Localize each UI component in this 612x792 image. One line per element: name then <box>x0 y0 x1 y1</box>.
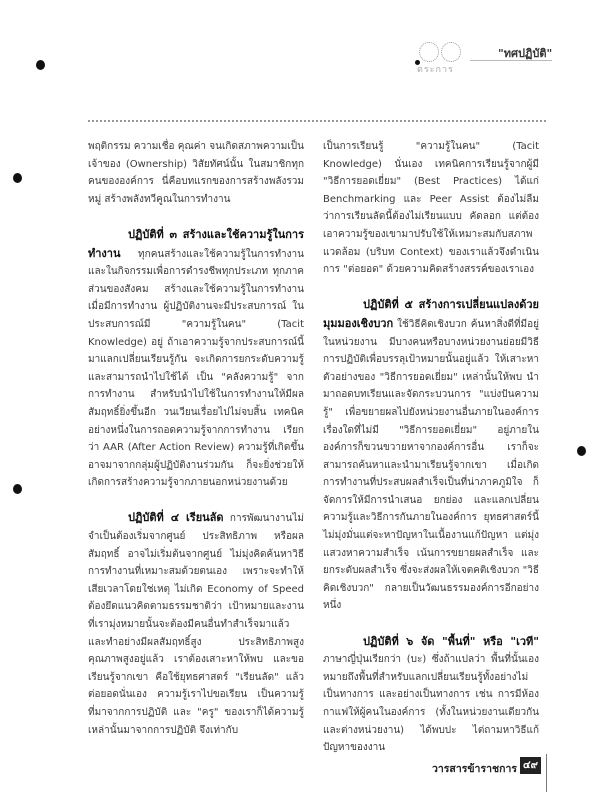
right-column <box>323 138 539 774</box>
registration-mark <box>36 60 45 70</box>
paragraph: พฤติกรรม ความเชื่อ คุณค่า จนเกิดสภาพความเป็นเจ้าของ (Ownership) วิสัยทัศน์นั้น ในสมาชิกทุกคนขององค์การ นี่คือบทแรกของการสร้างพลังรวมหมู่ สร้างพลังทวีคูณในการทำงาน <box>88 141 304 205</box>
registration-mark <box>577 446 586 456</box>
paragraph: ปฏิบัติที่ ๖ จัด "พื้นที่" หรือ "เวที" ภาษาญี่ปุ่นเรียกว่า (บะ) ซึ่งถ้าแปลว่า พื้นที่นั้นเองหมายถึงพื้นที่สำหรับแลกเปลี่ยนเรียนรู้ทั้งอย่างไม่เป็นทางการ และอย่างเป็นทางการ เช่น การมีห้องกาแฟให้ผู้คนในองค์การ (ทั้งในหน่วยงานเดียวกัน และต่างหน่วยงาน) ได้พบปะ ไต่ถามหาวิธีแก้ปัญหาของงาน <box>323 634 539 754</box>
section-underline <box>470 60 552 61</box>
footer-rule <box>546 754 547 792</box>
page-number: ๔๙ <box>520 757 541 774</box>
registration-mark <box>13 484 22 494</box>
dotted-divider <box>88 120 546 122</box>
section-title: "ทศปฏิบัติ" <box>498 47 553 60</box>
heading: ปฏิบัติที่ ๖ จัด "พื้นที่" หรือ "เวที" <box>363 634 539 648</box>
heading: ปฏิบัติที่ ๕ สร้างการเปลี่ยนแปลงด้วยมุมมองเชิงบวก <box>323 298 539 330</box>
registration-mark <box>13 173 22 183</box>
anniversary-logo: ตระการ <box>417 42 467 78</box>
heading: ปฏิบัติที่ ๔ เรียนลัด <box>128 511 224 525</box>
heading: ปฏิบัติที่ ๓ สร้างและใช้ความรู้ในการทำงาน <box>88 227 304 260</box>
paragraph: ปฏิบัติที่ ๔ เรียนลัด การพัฒนางานไม่จำเป็นต้องเริ่มจากศูนย์ ประสิทธิภาพ หรือผลสัมฤทธิ์ อาจไม่เริ่มต้นจากศูนย์ ไม่มุ่งคิดค้นหาวิธีการทำงานที่เหมาะสมด้วยตนเอง เพราะจะทำให้เสียเวลาโดยใช่เหตุ ไม่เกิด Economy of Speed ต้องยึดแนวคิดตามธรรมชาติว่า เป้าหมายและงานที่เรามุ่งหมายนั้นจะต้องมีคนอื่นทำสำเร็จมาแล้ว และทำอย่างมีผลสัมฤทธิ์สูง ประสิทธิภาพสูง คุณภาพสูงอยู่แล้ว เราต้องเสาะหาให้พบ และขอเรียนรู้จากเขา คือใช้ยุทธศาสตร์ "เรียนลัด" แล้วต่อยอดนั่นเอง ความรู้เราไปขอเรียน เป็นความรู้ที่มาจากการปฏิบัติ และ "ครู" ของเราก็ได้ความรู้เหล่านั้นมาจากการปฏิบัติ จึงเท่ากับ <box>88 511 304 736</box>
left-column <box>88 138 304 757</box>
paragraph: เป็นการเรียนรู้ "ความรู้ในคน" (Tacit Knowledge) นั่นเอง เทคนิคการเรียนรู้จากผู้มี "วิธีการยอดเยี่ยม" (Best Practices) ได้แก่ Benchmarking และ Peer Assist ต้องไม่ลืมว่าการเรียนลัดนี้ต้องไม่เรียนแบบ คัดลอก แต่ต้องเอาความรู้ของเขามาปรับใช้ให้เหมาะสมกับสภาพแวดล้อม (บริบท Context) ของเราแล้วจึงดำเนินการ "ต่อยอด" ด้วยความคิดสร้างสรรค์ของเราเอง <box>323 141 539 276</box>
journal-name: วารสารข้าราชการ <box>432 763 518 775</box>
paragraph: ปฏิบัติที่ ๓ สร้างและใช้ความรู้ในการทำงาน ทุกคนสร้างและใช้ความรู้ในการทำงาน และในกิจกรรมเพื่อการดำรงชีพทุกประเภท ทุกภาคส่วนของสังคม สร้างและใช้ความรู้ในการทำงาน เมื่อมีการทำงาน ผู้ปฏิบัติงานจะมีประสบการณ์ ในประสบการณ์มี "ความรู้ในคน" (Tacit Knowledge) อยู่ ถ้าเอาความรู้จากประสบการณ์นี้มาแลกเปลี่ยนเรียนรู้กัน จะเกิดการยกระดับความรู้และสามารถนำไปใช้ได้ เป็น "คลังความรู้" จากการทำงาน สำหรับนำไปใช้ในการทำงานให้มีผลสัมฤทธิ์ยิ่งขึ้นอีก วนเวียนเรื่อยไปไม่จบสิ้น เทคนิคอย่างหนึ่งในการถอดความรู้จากการทำงาน เรียกว่า AAR (After Action Review) ความรู้ที่เกิดขึ้นอาจมาจากกลุ่มผู้ปฏิบัติงานร่วมกัน ก็จะยิ่งช่วยให้เกิดการสร้างความรู้จากภายนอกหน่วยงานด้วย <box>88 227 304 489</box>
paragraph: ปฏิบัติที่ ๕ สร้างการเปลี่ยนแปลงด้วยมุมมองเชิงบวก ใช้วิธีคิดเชิงบวก ค้นหาสิ่งดีที่มีอยู่ในหน่วยงาน มีบางคนหรือบางหน่วยงานย่อยมีวิธีการปฏิบัติเพื่อบรรลุเป้าหมายนั้นอยู่แล้ว ให้เสาะหาตัวอย่างของ "วิธีการยอดเยี่ยม" เหล่านั้นให้พบ นำมาถอดบทเรียนและจัดกระบวนการ "แบ่งปันความรู้" เพื่อขยายผลไปยังหน่วยงานอื่นภายในองค์การ เรื่องใดที่ไม่มี "วิธีการยอดเยี่ยม" อยู่ภายในองค์การก็ขวนขวายหาจากองค์การอื่น เราก็จะสามารถค้นหาและนำมาเรียนรู้จากเขา เมื่อเกิดการทำงานที่ประสบผลสำเร็จเป็นที่น่าภาคภูมิใจ ก็จัดการให้มีการนำเสนอ ยกย่อง และแลกเปลี่ยนความรู้และวิธีการกันภายในองค์การ ยุทธศาสตร์นี้ไม่มุ่งมั่นแต่จะหาปัญหาในเนื้องานแก้ปัญหา แต่มุ่งแสวงหาความสำเร็จ เน้นการขยายผลสำเร็จ และยกระดับผลสำเร็จ ซึ่งจะส่งผลให้เจตคติเชิงบวก "วิธีคิดเชิงบวก" กลายเป็นวัฒนธรรมองค์การอีกอย่างหนึ่ง <box>323 298 539 612</box>
